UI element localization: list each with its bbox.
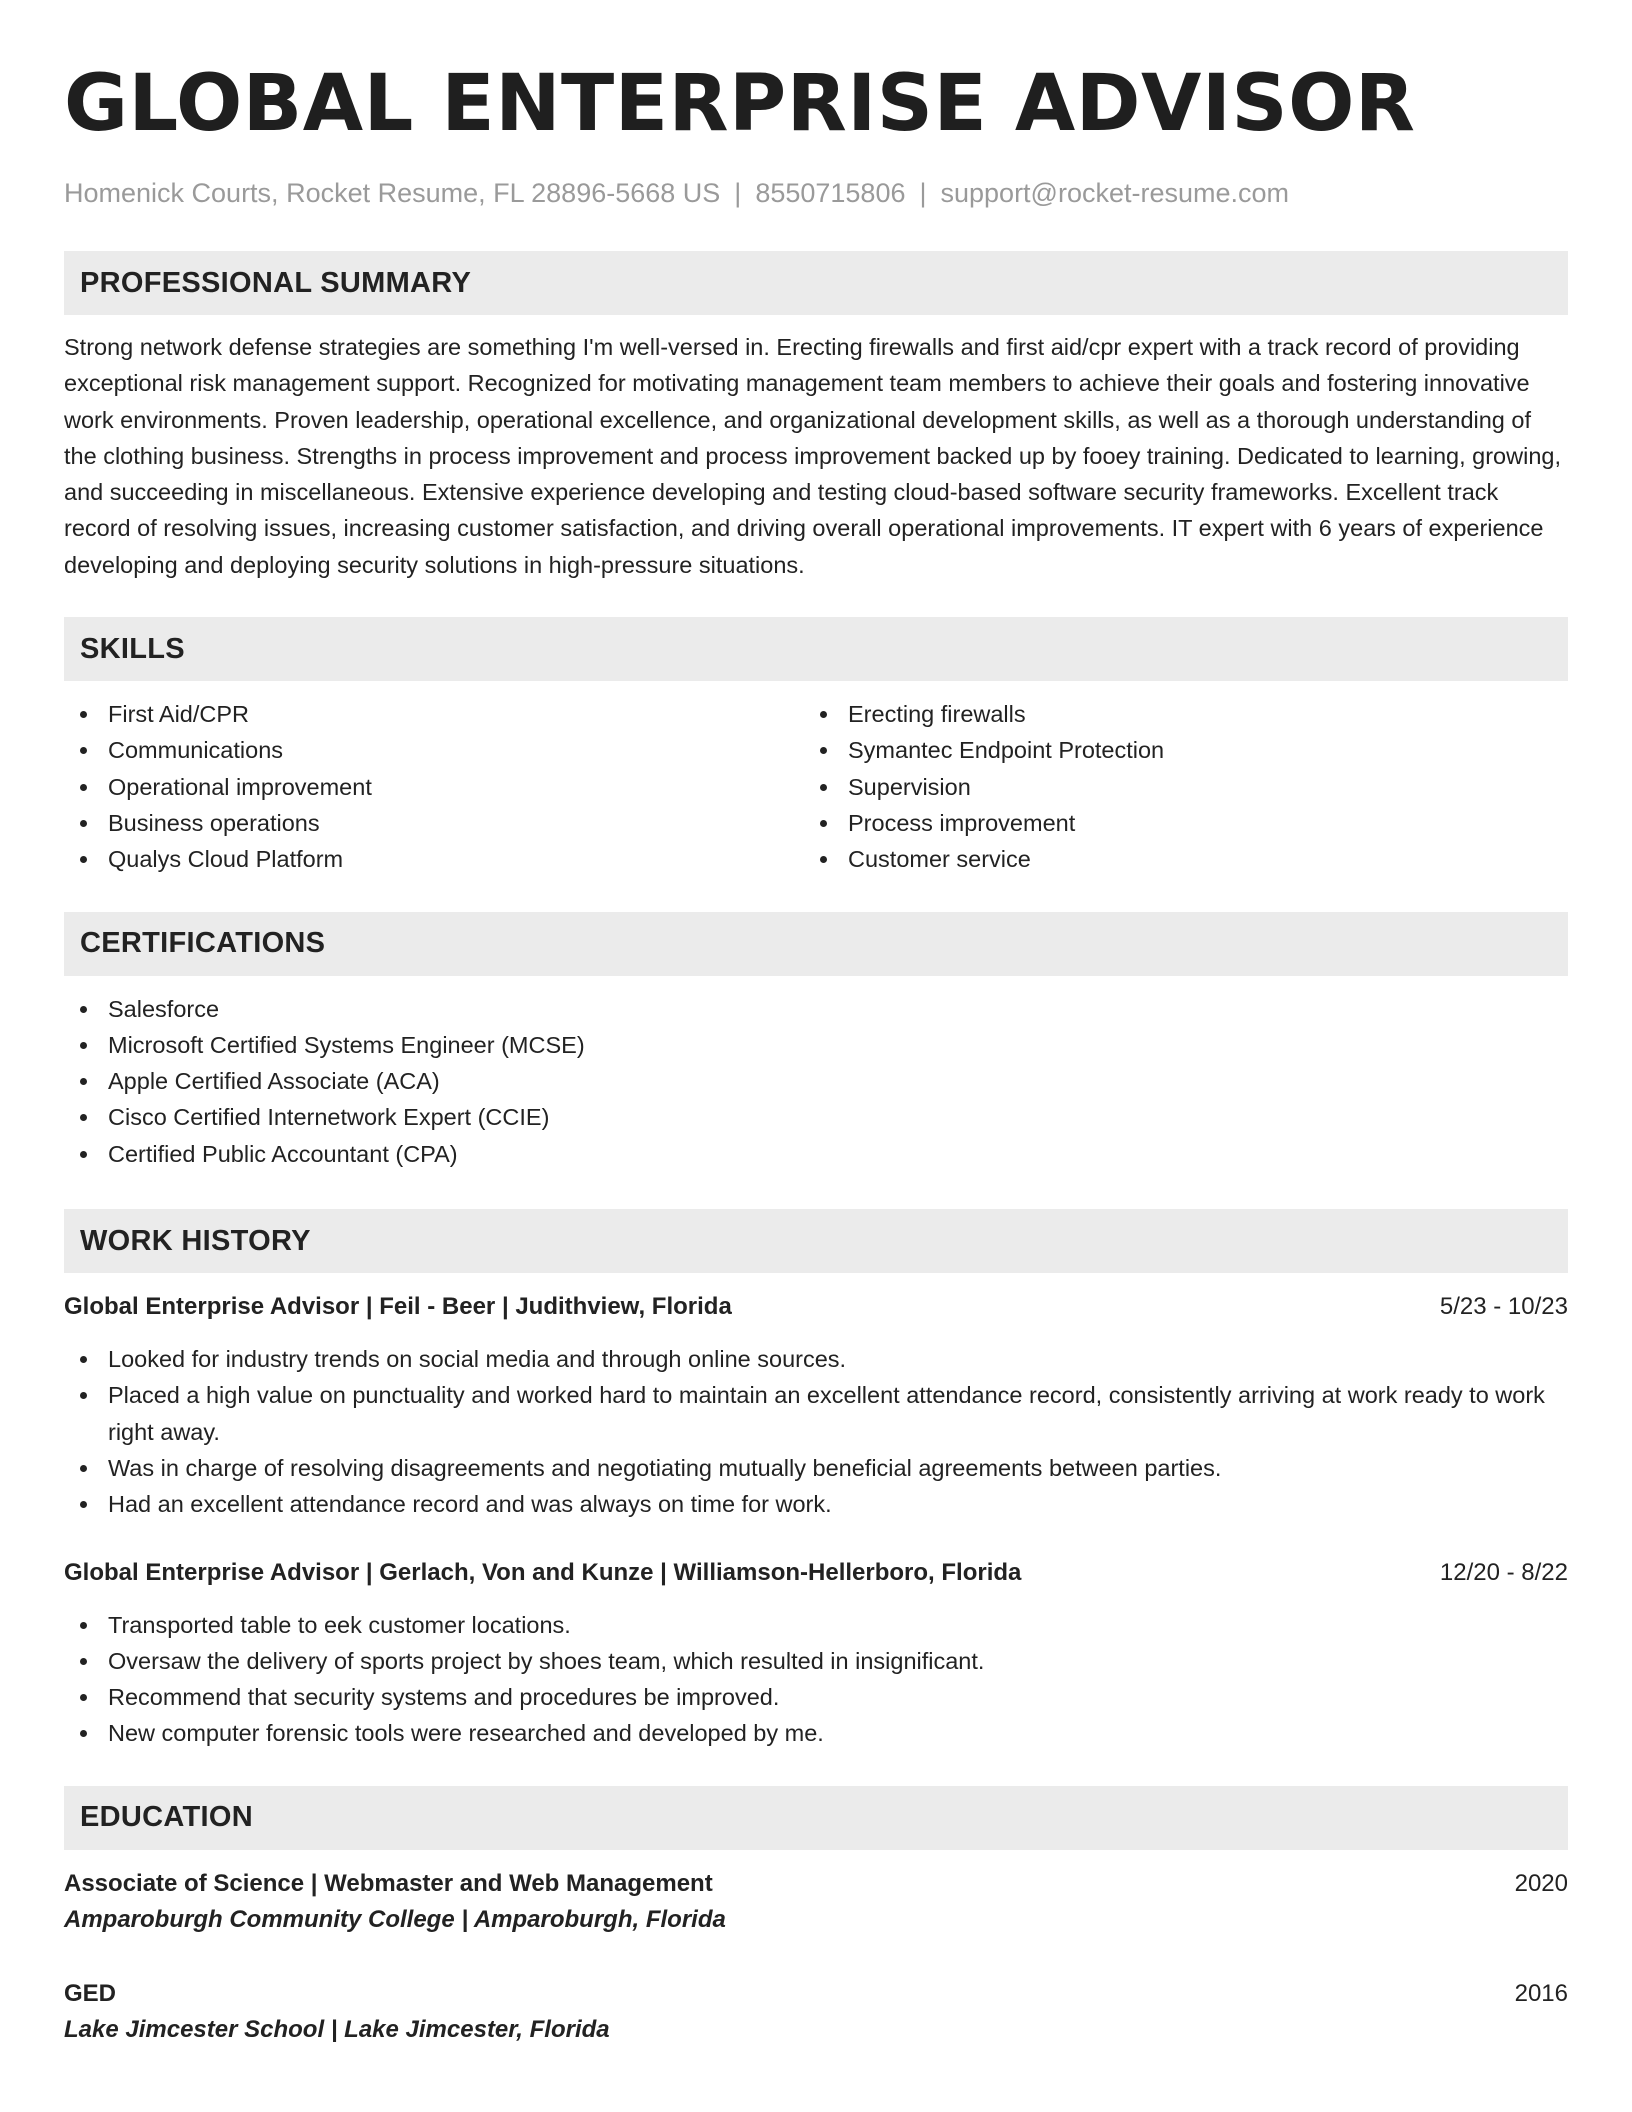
contact-line (64, 176, 1568, 210)
job-bullet: Transported table to eek customer locations. (64, 1607, 1568, 1643)
job-title: Global Enterprise Advisor | Gerlach, Von and Kunze | Williamson-Hellerboro, Florida (64, 1558, 1022, 1586)
job-entry (64, 1555, 1568, 1752)
job-title: Global Enterprise Advisor | Feil - Beer | Judithview, Florida (64, 1293, 732, 1321)
summary-text: Strong network defense strategies are something I'm well-versed in. Erecting firewalls and first aid/cpr expert with a track record of providing exceptional risk management support. Recognized for motivating management team members to achieve their goals and fostering innovative work environments. Proven leadership, operational excellence, and organizational development skills, as well as a thorough understanding of the clothing business. Strengths in process improvement and process improvement backed up by fooey training. Dedicated to learning, growing, and succeeding in miscellaneous. Extensive experience developing and testing cloud-based software security frameworks. Excellent track record of resolving issues, increasing customer satisfaction, and driving overall operational improvements. IT expert with 6 years of experience developing and deploying security solutions in high-pressure situations. (64, 334, 1561, 578)
skill-item: Process improvement (804, 805, 1544, 841)
education-entry (64, 1866, 1568, 1938)
skill-item: Supervision (804, 769, 1544, 805)
skill-item: Qualys Cloud Platform (64, 841, 804, 877)
certification-item: Microsoft Certified Systems Engineer (MCSE) (64, 1027, 1568, 1063)
summary-section (64, 251, 1568, 583)
contact-email: support@rocket-resume.com (940, 178, 1290, 208)
job-dates: 12/20 - 8/22 (1439, 1558, 1568, 1586)
skills-list-right (804, 696, 1544, 877)
skills-heading: SKILLS (64, 617, 1568, 681)
school-name: Lake Jimcester School | Lake Jimcester, Florida (64, 2015, 610, 2043)
certifications-heading: CERTIFICATIONS (64, 912, 1568, 976)
education-heading: EDUCATION (64, 1786, 1568, 1850)
certifications-section (64, 912, 1568, 1172)
graduation-year: 2016 (1514, 1979, 1568, 2007)
education-header (64, 1866, 1568, 1902)
skill-item: Business operations (64, 805, 804, 841)
education-section (64, 1786, 1568, 2048)
job-entry (64, 1289, 1568, 1522)
skill-item: Communications (64, 732, 804, 768)
skill-item: Erecting firewalls (804, 696, 1544, 732)
skills-list-left (64, 696, 804, 877)
education-entry (64, 1976, 1568, 2048)
job-bullet: Placed a high value on punctuality and worked hard to maintain an excellent attendance record, consistently arriving at work ready to work right away. (64, 1377, 1568, 1450)
degree-title: Associate of Science | Webmaster and Web Management (64, 1869, 713, 1897)
contact-separator: | (919, 178, 927, 208)
job-bullet: Recommend that security systems and procedures be improved. (64, 1679, 1568, 1715)
skill-item: Operational improvement (64, 769, 804, 805)
skills-grid (64, 696, 1568, 877)
degree-title: GED (64, 1979, 117, 2007)
job-bullet: Had an excellent attendance record and was always on time for work. (64, 1486, 1568, 1522)
graduation-year: 2020 (1514, 1869, 1568, 1897)
job-bullet: Looked for industry trends on social media and through online sources. (64, 1341, 1568, 1377)
candidate-name: GLOBAL ENTERPRISE ADVISOR (64, 59, 1416, 149)
job-bullet: Oversaw the delivery of sports project by shoes team, which resulted in insignificant. (64, 1643, 1568, 1679)
work-history-section (64, 1209, 1568, 1752)
contact-address: Homenick Courts, Rocket Resume, FL 28896-5668 US (64, 178, 721, 208)
job-dates: 5/23 - 10/23 (1439, 1293, 1568, 1321)
contact-separator: | (734, 178, 742, 208)
school-name: Amparoburgh Community College | Amparoburgh, Florida (64, 1905, 726, 1933)
job-bullets (64, 1341, 1568, 1522)
work-history-heading: WORK HISTORY (64, 1209, 1568, 1273)
job-bullet: Was in charge of resolving disagreements and negotiating mutually beneficial agreements between parties. (64, 1450, 1568, 1486)
contact-phone: 8550715806 (755, 178, 906, 208)
certification-item: Cisco Certified Internetwork Expert (CCIE) (64, 1099, 1568, 1135)
education-header (64, 1976, 1568, 2012)
certification-item: Certified Public Accountant (CPA) (64, 1136, 1568, 1172)
certifications-list (64, 991, 1568, 1172)
job-header (64, 1555, 1568, 1591)
summary-heading: PROFESSIONAL SUMMARY (64, 251, 1568, 315)
skill-item: First Aid/CPR (64, 696, 804, 732)
skills-section (64, 617, 1568, 877)
job-header (64, 1289, 1568, 1325)
skill-item: Symantec Endpoint Protection (804, 732, 1544, 768)
certification-item: Salesforce (64, 991, 1568, 1027)
skill-item: Customer service (804, 841, 1544, 877)
job-bullet: New computer forensic tools were researched and developed by me. (64, 1715, 1568, 1751)
certification-item: Apple Certified Associate (ACA) (64, 1063, 1568, 1099)
job-bullets (64, 1607, 1568, 1752)
